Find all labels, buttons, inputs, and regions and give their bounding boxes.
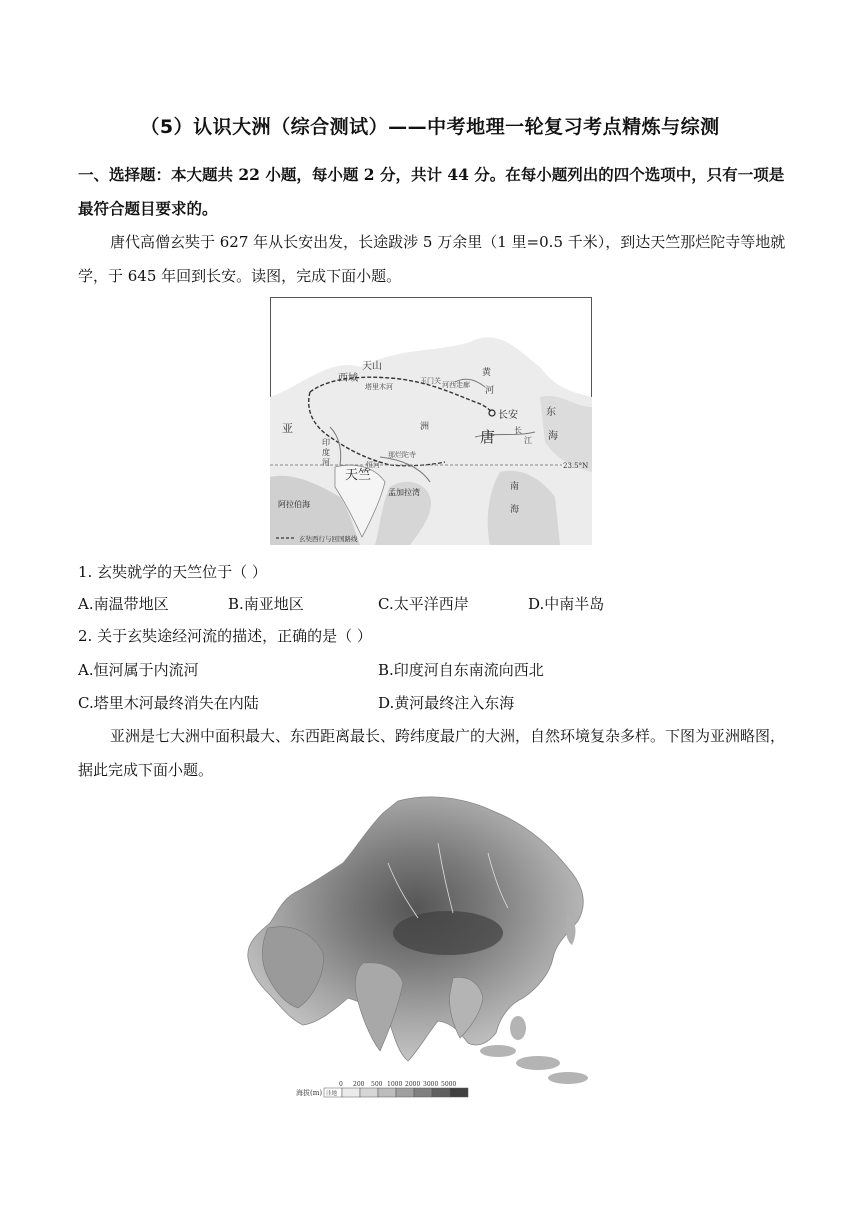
map-label-hehe: 河	[322, 458, 330, 467]
page-title: （5）认识大洲（综合测试）——中考地理一轮复习考点精炼与综测	[140, 116, 720, 138]
map-label-tang: 唐	[480, 428, 496, 446]
map-label-ya: 亚	[282, 422, 293, 435]
map-label-he: 河	[485, 386, 495, 396]
map-label-lanna: 那烂陀寺	[388, 451, 416, 459]
route-map-svg	[270, 297, 592, 545]
question-1-stem: 1. 玄奘就学的天竺位于（ ）	[78, 563, 267, 581]
elevation-tick-500: 500	[371, 1081, 383, 1088]
question-2-stem: 2. 关于玄奘途经河流的描述，正确的是（ ）	[78, 627, 372, 645]
q1-option-c[interactable]: C.太平洋西岸	[378, 595, 469, 613]
elevation-tick-0: 0	[339, 1081, 343, 1088]
elevation-legend-title: 海拔(m)	[296, 1089, 323, 1097]
map-label-latitude: 23.5°N	[563, 462, 589, 470]
elevation-legend-scale	[324, 1088, 468, 1097]
map-label-nan: 南	[510, 482, 520, 492]
asia-relief-map	[238, 793, 622, 1103]
q1-option-a[interactable]: A.南温带地区	[78, 595, 169, 613]
q2-option-a[interactable]: A.恒河属于内流河	[78, 661, 199, 679]
map-label-hai: 海	[548, 431, 558, 442]
q2-option-b[interactable]: B.印度河自东南流向西北	[378, 661, 544, 679]
map-label-huang: 黄	[482, 368, 492, 378]
map-label-nanhai: 海	[510, 505, 520, 515]
map-label-tianzhu: 天竺	[345, 468, 372, 483]
map-legend-route: 玄奘西行与回国路线	[299, 535, 358, 543]
map-label-tianshan: 天山	[362, 361, 382, 372]
map-label-xiyu: 西域	[338, 373, 358, 384]
elevation-tick-2000: 2000	[405, 1081, 421, 1088]
map-label-mengjiala: 孟加拉湾	[388, 488, 420, 497]
elevation-tick-3000: 3000	[423, 1081, 439, 1088]
map-label-yumenguan: 玉门关	[420, 377, 441, 385]
map-label-changan: 长安	[498, 410, 518, 421]
map-label-chang: 长	[514, 426, 522, 435]
map-label-dong: 东	[546, 407, 556, 418]
asia-map-svg	[238, 793, 622, 1103]
xuanzang-route-map	[270, 297, 592, 545]
q2-option-d[interactable]: D.黄河最终注入东海	[378, 694, 515, 712]
map-label-yin: 印	[322, 438, 330, 447]
passage-2: 亚洲是七大洲中面积最大、东西距离最长、跨纬度最广的大洲，自然环境复杂多样。下图为亚洲略图，据此完成下面小题。	[78, 727, 786, 779]
map-label-hexi: 河西走廊	[442, 381, 470, 389]
map-label-jiang: 江	[524, 436, 532, 445]
map-label-heng: 恒河	[366, 461, 380, 469]
map-label-alabo: 阿拉伯海	[278, 500, 310, 509]
elevation-legend-depression: 洼地	[326, 1091, 338, 1097]
passage-1: 唐代高僧玄奘于 627 年从长安出发，长途跋涉 5 万余里（1 里=0.5 千米），到达天竺那烂陀寺等地就学，于 645 年回到长安。读图，完成下面小题。	[78, 233, 786, 285]
section-heading: 一、选择题：本大题共 22 小题，每小题 2 分，共计 44 分。在每小题列出的四个选项中，只有一项是最符合题目要求的。	[78, 165, 785, 218]
elevation-tick-5000: 5000	[441, 1081, 457, 1088]
elevation-tick-1000: 1000	[387, 1081, 403, 1088]
elevation-tick-200: 200	[353, 1081, 365, 1088]
map-label-du: 度	[322, 448, 330, 457]
map-label-zhou: 洲	[420, 422, 430, 432]
q1-option-b[interactable]: B.南亚地区	[228, 595, 304, 613]
q1-option-d[interactable]: D.中南半岛	[528, 595, 605, 613]
map-label-talimu: 塔里木河	[365, 383, 393, 391]
q2-option-c[interactable]: C.塔里木河最终消失在内陆	[78, 694, 259, 712]
